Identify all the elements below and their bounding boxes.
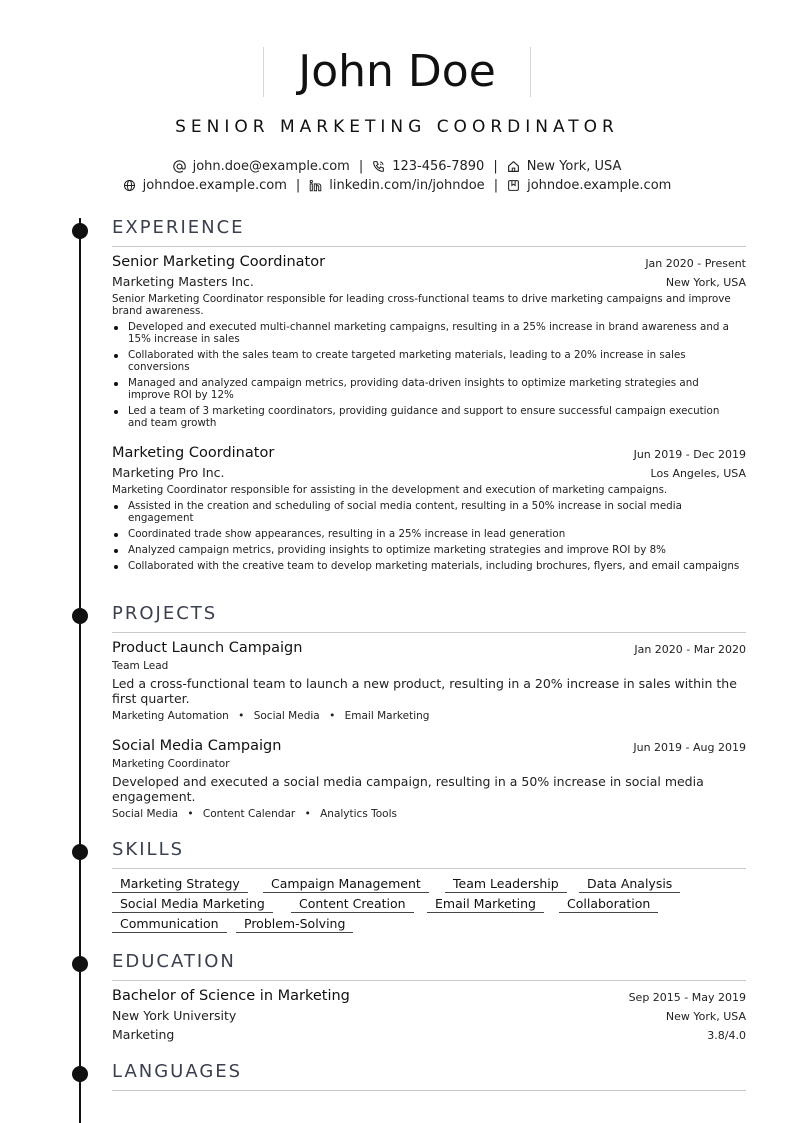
job-location: Los Angeles, USA xyxy=(650,467,746,480)
job-dates: Jun 2019 - Dec 2019 xyxy=(633,448,746,461)
gpa: 3.8/4.0 xyxy=(707,1029,746,1042)
project-tag: Analytics Tools xyxy=(320,808,397,820)
company-name: Marketing Pro Inc. xyxy=(112,465,225,480)
contact-phone[interactable] xyxy=(372,159,484,174)
candidate-name: John Doe xyxy=(298,46,496,97)
portfolio-icon xyxy=(507,179,520,192)
skill-tag: Social Media Marketing xyxy=(112,896,273,913)
company-name: Marketing Masters Inc. xyxy=(112,274,254,289)
contact-separator: | xyxy=(493,159,498,174)
phone-icon xyxy=(372,160,385,173)
section-title-education: EDUCATION xyxy=(112,951,236,972)
portfolio-text: johndoe.example.com xyxy=(527,178,672,193)
contact-linkedin[interactable] xyxy=(309,178,484,193)
section-divider xyxy=(112,980,746,981)
section-divider xyxy=(112,868,746,869)
project-tag: Email Marketing xyxy=(344,710,430,722)
list-item: Assisted in the creation and scheduling of social media content, resulting in a 50% increase in social media engagement xyxy=(128,500,740,524)
contact-website[interactable] xyxy=(123,178,287,193)
skill-tag: Data Analysis xyxy=(579,876,680,893)
project-role: Team Lead xyxy=(112,660,169,672)
tag-separator: • xyxy=(187,808,194,820)
skill-tag: Communication xyxy=(112,916,227,933)
list-item: Collaborated with the creative team to develop marketing materials, including brochures, flyers, and email campaigns xyxy=(128,560,740,572)
skill-tag: Collaboration xyxy=(559,896,658,913)
job-title: Marketing Coordinator xyxy=(112,445,275,461)
contact-separator: | xyxy=(493,178,499,193)
skill-tag: Problem-Solving xyxy=(236,916,353,933)
timeline-line xyxy=(79,218,81,1123)
list-item: Developed and executed multi-channel marketing campaigns, resulting in a 25% increase in brand awareness and a 15% increase in sales xyxy=(128,321,740,345)
website-text: johndoe.example.com xyxy=(142,178,287,193)
project-description: Led a cross-functional team to launch a new product, resulting in a 20% increase in sales within the first quarter. xyxy=(112,676,737,706)
education-dates: Sep 2015 - May 2019 xyxy=(628,991,746,1004)
tag-separator: • xyxy=(304,808,311,820)
project-tag: Social Media xyxy=(253,710,320,722)
school-name: New York University xyxy=(112,1008,237,1023)
project-tags xyxy=(112,808,397,820)
project-tags xyxy=(112,710,429,722)
timeline-dot xyxy=(72,956,88,972)
linkedin-text: linkedin.com/in/johndoe xyxy=(329,178,485,193)
skill-tag: Email Marketing xyxy=(427,896,544,913)
location-text: New York, USA xyxy=(526,159,622,174)
timeline-dot xyxy=(72,844,88,860)
list-item: Analyzed campaign metrics, providing insights to optimize marketing strategies and improve ROI by 8% xyxy=(128,544,740,556)
section-title-experience: EXPERIENCE xyxy=(112,217,245,238)
timeline-dot xyxy=(72,223,88,239)
list-item: Coordinated trade show appearances, resulting in a 25% increase in lead generation xyxy=(128,528,740,540)
job-title: Senior Marketing Coordinator xyxy=(112,254,326,270)
contact-row-2 xyxy=(0,178,794,193)
contact-location xyxy=(507,159,622,174)
at-icon xyxy=(173,160,186,173)
section-divider xyxy=(112,1090,746,1091)
project-tag: Social Media xyxy=(112,808,179,820)
degree-name: Bachelor of Science in Marketing xyxy=(112,988,350,1004)
tag-separator: • xyxy=(329,710,336,722)
phone-text: 123-456-7890 xyxy=(392,159,485,174)
email-text: john.doe@example.com xyxy=(192,159,350,174)
job-summary: Senior Marketing Coordinator responsible for leading cross-functional teams to drive marketing campaigns and improve brand awareness. xyxy=(112,293,731,317)
home-icon xyxy=(507,160,520,173)
school-location: New York, USA xyxy=(665,1010,746,1023)
job-summary: Marketing Coordinator responsible for assisting in the development and execution of marketing campaigns. xyxy=(112,484,668,496)
project-dates: Jun 2019 - Aug 2019 xyxy=(633,741,746,754)
skill-tag: Marketing Strategy xyxy=(112,876,248,893)
section-title-projects: PROJECTS xyxy=(112,603,218,624)
contact-row-1 xyxy=(0,159,794,174)
job-location: New York, USA xyxy=(665,276,746,289)
list-item: Led a team of 3 marketing coordinators, providing guidance and support to ensure successful campaign execution and team growth xyxy=(128,405,740,429)
name-frame xyxy=(263,47,531,97)
contact-email[interactable] xyxy=(173,159,350,174)
timeline-dot xyxy=(72,1066,88,1082)
contact-portfolio[interactable] xyxy=(507,178,671,193)
skill-tag: Campaign Management xyxy=(263,876,429,893)
skill-tag: Team Leadership xyxy=(445,876,567,893)
project-name: Social Media Campaign xyxy=(112,738,282,754)
globe-icon xyxy=(123,179,136,192)
job-dates: Jan 2020 - Present xyxy=(645,257,746,270)
skill-tag: Content Creation xyxy=(291,896,414,913)
contact-separator: | xyxy=(358,159,364,174)
candidate-title: SENIOR MARKETING COORDINATOR xyxy=(175,117,619,137)
project-description: Developed and executed a social media campaign, resulting in a 50% increase in social media engagement. xyxy=(112,774,704,804)
section-title-skills: SKILLS xyxy=(112,839,185,860)
list-item: Collaborated with the sales team to create targeted marketing materials, leading to a 20% increase in sales conversions xyxy=(128,349,740,373)
project-tag: Content Calendar xyxy=(202,808,296,820)
linkedin-icon xyxy=(309,179,322,192)
project-role: Marketing Coordinator xyxy=(112,758,230,770)
section-divider xyxy=(112,632,746,633)
timeline-dot xyxy=(72,608,88,624)
section-divider xyxy=(112,246,746,247)
project-dates: Jan 2020 - Mar 2020 xyxy=(634,643,746,656)
list-item: Managed and analyzed campaign metrics, providing data-driven insights to optimize marketing strategies and improve ROI by 12% xyxy=(128,377,740,401)
contact-separator: | xyxy=(295,178,301,193)
project-tag: Marketing Automation xyxy=(112,710,229,722)
tag-separator: • xyxy=(238,710,245,722)
field-of-study: Marketing xyxy=(112,1027,175,1042)
project-name: Product Launch Campaign xyxy=(112,640,303,656)
section-title-languages: LANGUAGES xyxy=(112,1061,243,1082)
